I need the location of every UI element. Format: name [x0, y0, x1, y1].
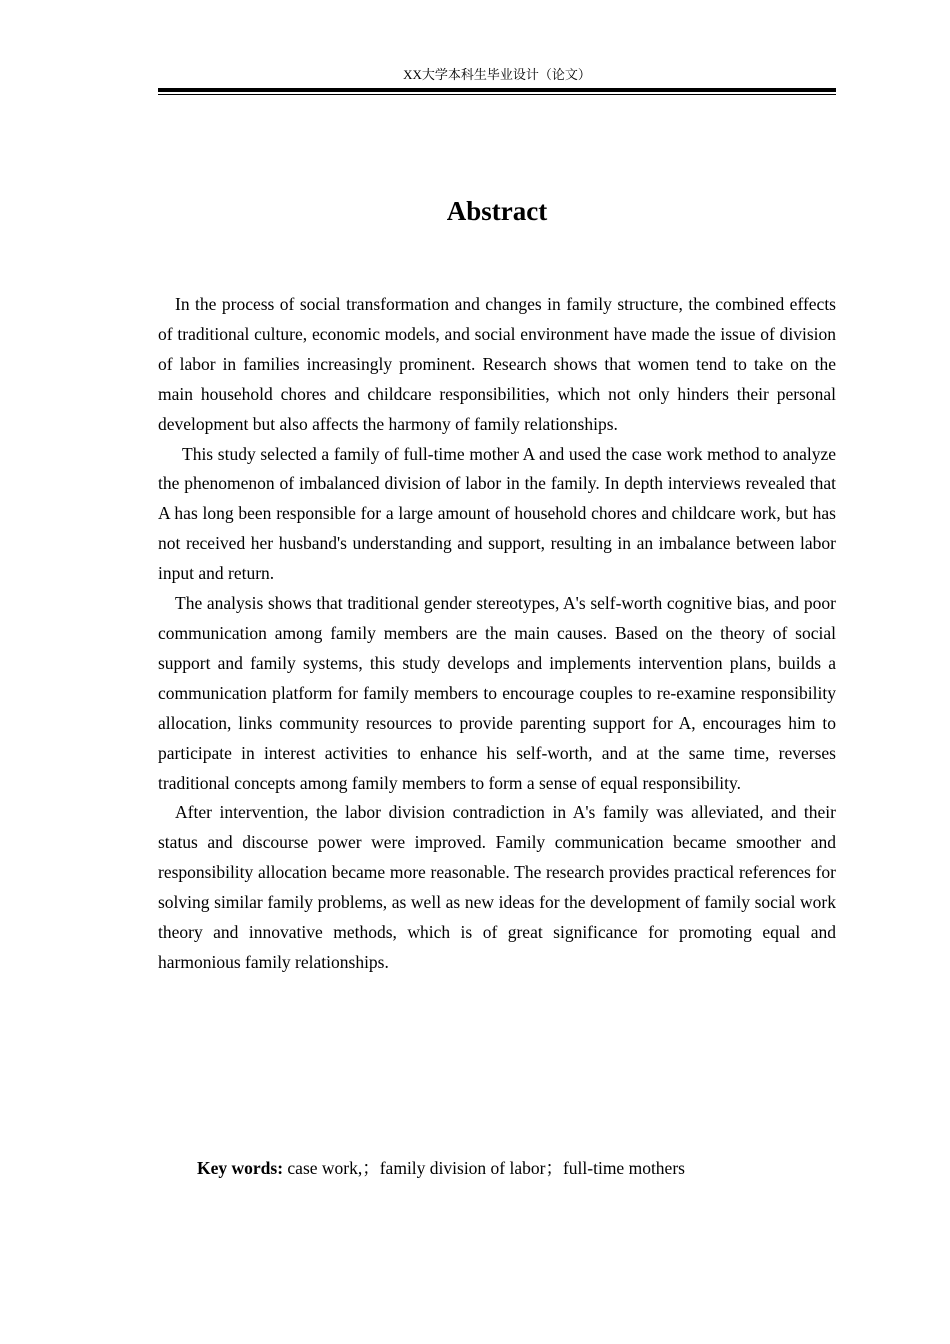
header-rule-thin [158, 94, 836, 95]
keywords-line [197, 1155, 837, 1181]
abstract-paragraph-3: The analysis shows that traditional gender stereotypes, A's self-worth cognitive bias, and poor communication among family members are the main causes. Based on the theory of social support and family systems, this study develops and implements intervention plans, builds a communication platform for family members to encourage couples to re-examine responsibility allocation, links community resources to provide parenting support for A, encourages him to participate in interest activities to enhance his self-worth, and at the same time, reverses traditional concepts among family members to form a sense of equal responsibility. [158, 593, 836, 793]
abstract-paragraph-2: This study selected a family of full-time mother A and used the case work method to analyze the phenomenon of imbalanced division of labor in the family. In depth interviews revealed that A has long been responsible for a large amount of household chores and childcare work, but has not received her husband's understanding and support, resulting in an imbalance between labor input and return. [158, 443, 836, 584]
keywords-label: Key words: [197, 1158, 284, 1178]
abstract-paragraph-1: In the process of social transformation and changes in family structure, the combined effects of traditional culture, economic models, and social environment have made the issue of division of labor in families increasingly prominent. Research shows that women tend to take on the main household chores and childcare responsibilities, which not only hinders their personal development but also affects the harmony of family relationships. [158, 294, 836, 434]
header-rule-thick [158, 88, 836, 92]
abstract-paragraph-4: After intervention, the labor division contradiction in A's family was alleviated, and their status and discourse power were improved. Family communication became smoother and responsibility allocation became more reasonable. The research provides practical references for solving similar family problems, as well as new ideas for the development of family social work theory and innovative methods, which is of great significance for promoting equal and harmonious family relationships. [158, 802, 836, 972]
page-header: XX大学本科生毕业设计（论文） [403, 67, 591, 82]
keywords-value: case work,；family division of labor；full-time mothers [283, 1158, 685, 1178]
abstract-title: Abstract [446, 196, 548, 226]
abstract-body [158, 290, 836, 978]
